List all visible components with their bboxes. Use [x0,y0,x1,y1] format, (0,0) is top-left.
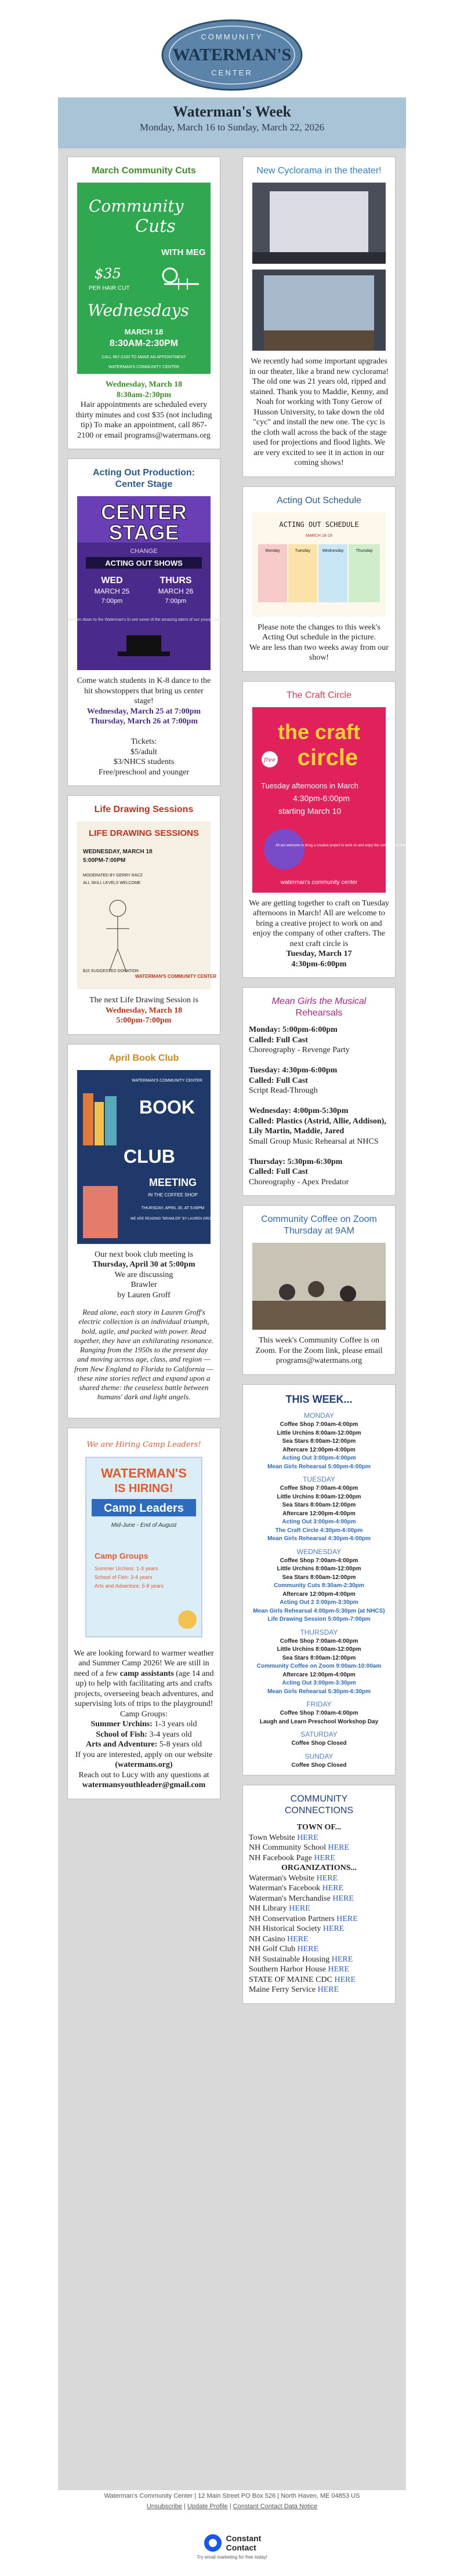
svg-text:IN THE COFFEE SHOP: IN THE COFFEE SHOP [148,1192,198,1198]
connection-row [249,1894,389,1904]
cyclorama-card [242,157,396,477]
connection-label: Waterman's Merchandise [249,1894,333,1903]
mean-tue: Tuesday: 4:30pm-6:00pm [249,1066,338,1075]
svg-text:8:30AM-2:30PM: 8:30AM-2:30PM [109,339,179,348]
svg-text:WITH MEG: WITH MEG [161,248,206,257]
week-item: Mean Girls Rehearsal 4:30pm-6:00pm [267,1536,371,1542]
camp-card [67,1428,220,1799]
yarn-ball-icon [264,829,304,869]
life-drawing-card [67,795,220,1035]
connection-label: NH Library [249,1904,289,1913]
week-item: Life Drawing Session 5:00pm-7:00pm [267,1616,371,1622]
here-link[interactable]: HERE [334,1975,356,1984]
week-item: Acting Out 2 3:00pm-3:30pm [280,1599,358,1606]
constant-contact-icon [203,2533,223,2553]
here-link[interactable]: HERE [328,1843,350,1852]
acting-title1: Acting Out Production: [93,468,195,478]
group1-name: Summer Urchins: [90,1720,153,1729]
week-item: Aftercare 12:00pm-4:00pm [282,1510,356,1517]
mean-title1: Mean Girls the Musical [271,996,367,1006]
svg-text:4:30pm-6:00pm: 4:30pm-6:00pm [293,793,350,803]
svg-text:CLUB: CLUB [124,1145,175,1167]
week-dates: Monday, March 16 to Sunday, March 22, 2026 [140,122,324,133]
free-badge: free [263,756,276,763]
connection-label: NH Facebook Page [249,1853,314,1862]
svg-text:Community: Community [89,197,184,216]
mean-thu: Thursday: 5:30pm-6:30pm [249,1157,343,1166]
acting-schedule-card [242,486,396,672]
svg-text:CENTER: CENTER [100,500,187,524]
week-day-heading: FRIDAY [306,1700,332,1708]
group1-age: 1-3 years old [154,1720,197,1729]
drawing-time: 5:00pm-7:00pm [116,1016,172,1025]
svg-text:WATERMAN'S COMMUNITY CENTER: WATERMAN'S COMMUNITY CENTER [135,974,217,979]
connection-label: NH Sustainable Housing [249,1955,332,1964]
craft-title: The Craft Circle [286,690,352,700]
connection-row [249,1955,389,1965]
header-banner [58,97,406,150]
ticket-adult: $5/adult [130,747,157,756]
svg-text:WATERMAN'S COMMUNITY CENTER: WATERMAN'S COMMUNITY CENTER [108,365,179,369]
connection-label: NH Historical Society [249,1924,323,1933]
cuts-body: Hair appointments are scheduled every thirty minutes and cost $35 (not including tip) To make an appointment, call 867-2100 or email programs@watermans.org [75,401,212,440]
week-item: Little Urchins 8:00am-12:00pm [277,1429,361,1436]
book-name: Brawler [130,1280,157,1289]
drawing-body: The next Life Drawing Session is [89,996,198,1005]
svg-text:All are welcome to bring a cre: All are welcome to bring a creative project to work on and enjoy the company of other crafters. [276,843,420,847]
connection-row [249,1843,389,1853]
footer-address: Waterman's Community Center | 12 Main Street PO Box 526 | North Haven, ME 04853 US [104,2493,360,2499]
mean-mon-desc: Choreography - Revenge Party [249,1046,350,1054]
camp-assistants: camp assistants [119,1669,174,1678]
cc-word2: Contact [226,2543,256,2552]
mean-thu-desc: Choreography - Apex Predator [249,1177,349,1187]
life-drawing-poster[interactable] [77,821,217,989]
group3-age: 5-8 years old [159,1740,202,1749]
connection-row [249,1873,389,1884]
center-stage-poster[interactable] [64,496,223,670]
craft-time: 4:30pm-6:00pm [291,959,347,969]
book-body2: We are discussing [114,1270,173,1279]
mean-title2: Rehearsals [295,1008,343,1018]
here-link[interactable]: HERE [297,1945,319,1953]
week-day-heading: SUNDAY [304,1752,334,1760]
svg-text:Thursday: Thursday [356,548,373,553]
page-title: Waterman's Week [173,103,291,120]
here-link[interactable]: HERE [317,1985,339,1994]
here-link[interactable]: HERE [328,1965,350,1974]
connection-row [249,1934,389,1945]
ticket-students: $3/NHCS students [113,758,175,766]
conn-town-heading: TOWN OF... [296,1823,342,1832]
here-link[interactable]: HERE [297,1833,318,1842]
book-club-card [67,1044,220,1418]
svg-text:$35: $35 [95,265,121,282]
drawing-date: Wednesday, March 18 [105,1006,183,1015]
mean-tue-desc: Script Read-Through [249,1086,318,1095]
connection-row [249,1904,389,1914]
svg-text:WEDNESDAY, MARCH 18: WEDNESDAY, MARCH 18 [83,849,153,855]
camp-email-link[interactable]: watermansyouthleader@gmail.com [82,1781,206,1789]
svg-text:PER HAIR CUT: PER HAIR CUT [89,285,130,292]
svg-text:BOOK: BOOK [139,1096,195,1118]
mean-thu-called: Called: Full Cast [249,1167,308,1176]
week-item: Sea Stars 8:00am-12:00pm [282,1654,356,1661]
here-link[interactable]: HERE [314,1853,335,1862]
schedule-poster[interactable] [252,512,386,617]
week-day-heading: SATURDAY [300,1730,338,1738]
svg-text:WATERMAN'S COMMUNITY CENTER: WATERMAN'S COMMUNITY CENTER [132,1078,202,1083]
svg-text:Camp Groups: Camp Groups [95,1551,148,1560]
svg-text:IS HIRING!: IS HIRING! [114,1482,173,1495]
week-item: Acting Out 3:00pm-3:30pm [282,1680,356,1686]
connection-label: Maine Ferry Service [249,1985,318,1994]
svg-text:LIFE DRAWING SESSIONS: LIFE DRAWING SESSIONS [88,828,200,838]
week-day-heading: THURSDAY [300,1628,338,1636]
mean-girls-card [242,987,396,1196]
cuts-time: 8:30am-2:30pm [116,390,172,399]
craft-circle-card [242,681,420,978]
community-coffee-card [242,1205,396,1375]
svg-text:STAGE: STAGE [108,521,179,544]
book-date: Thursday, April 30 at 5:00pm [92,1260,195,1269]
theater-photo-1[interactable] [252,183,386,264]
svg-text:Camp Leaders: Camp Leaders [104,1501,184,1515]
svg-text:ACTING OUT SCHEDULE: ACTING OUT SCHEDULE [279,520,359,529]
connection-row [249,1944,389,1955]
svg-text:THURSDAY, APRIL 30, AT 5:00PM: THURSDAY, APRIL 30, AT 5:00PM [141,1206,205,1210]
book-club-poster[interactable] [77,1070,215,1244]
connection-label: STATE OF MAINE CDC [249,1975,335,1984]
camp-body2: (age 14 and up) to help with facilitating arts and crafts projects, overseeing beach adventures, and supervising lots of trips to the playground! [74,1669,214,1708]
svg-text:$10 SUGGESTED DONATION: $10 SUGGESTED DONATION [83,969,139,973]
schedule-body2: We are less than two weeks away from our show! [249,643,389,662]
svg-text:7:00pm: 7:00pm [165,598,187,605]
ticket-preschool: Free/preschool and younger [98,767,190,777]
week-item: Laugh and Learn Preschool Workshop Day [259,1718,379,1725]
book-author: by Lauren Groff [117,1290,171,1300]
svg-text:Monday: Monday [265,548,280,553]
svg-text:starting March 10: starting March 10 [278,806,342,816]
coffee-title2: Thursday at 9AM [284,1226,354,1236]
week-item: Sea Stars 8:00am-12:00pm [282,1574,356,1581]
mean-mon-called: Called: Full Cast [249,1035,308,1045]
week-item: Little Urchins 8:00am-12:00pm [277,1646,361,1653]
svg-text:CALL 867-2100 TO MAKE AN APPOI: CALL 867-2100 TO MAKE AN APPOINTMENT [102,355,186,359]
svg-text:We are Hiring Camp Leaders!: We are Hiring Camp Leaders! [86,1440,201,1449]
svg-text:MODERATED BY GERRY RACZ: MODERATED BY GERRY RACZ [83,874,143,878]
svg-text:CHANGE: CHANGE [130,548,158,555]
cuts-poster[interactable] [77,183,211,374]
svg-text:MARCH 16-19: MARCH 16-19 [306,533,332,538]
week-item: Little Urchins 8:00am-12:00pm [277,1493,361,1500]
mean-mon: Monday: 5:00pm-6:00pm [249,1025,338,1034]
svg-text:Come on down to the Waterman's: Come on down to the Waterman's to see some of the amazing talent of our young stars! [64,618,223,622]
cyc-title: New Cyclorama in the theater! [256,166,382,176]
connection-row [249,1985,389,1995]
week-item: Aftercare 12:00pm-4:00pm [282,1591,356,1598]
update-profile-link[interactable]: Update Profile [187,2503,228,2510]
cuts-date: Wednesday, March 18 [105,380,183,389]
connection-label: Southern Harbor House [249,1965,328,1974]
acting-d2: Thursday, March 26 at 7:00pm [89,717,198,726]
week-item: Mean Girls Rehearsal 5:30pm-6:30pm [267,1688,371,1695]
craft-date: Tuesday, March 17 [286,949,352,958]
footer: Waterman's Community Center | 12 Main Street PO Box 526 | North Haven, ME 04853 US Unsubscribe | Update Profile | Constant Contact Data Notice [58,2493,406,2510]
week-item: Coffee Shop 7:00am-4:00pm [280,1485,358,1491]
connection-row [249,1914,389,1924]
acting-out-card [64,459,223,786]
week-item: Little Urchins 8:00am-12:00pm [277,1566,361,1572]
beach-ball-icon [178,1610,197,1629]
mean-wed-desc: Small Group Music Rehearsal at NHCS [249,1137,379,1146]
week-item: Acting Out 3:00pm-4:00pm [282,1519,356,1525]
logo-main: WATERMAN'S [172,45,292,64]
connection-row [249,1975,389,1985]
week-item: Mean Girls Rehearsal 5:00pm-6:00pm [267,1463,371,1470]
camp-body4: Reach out to Lucy with any questions at [78,1770,209,1780]
here-link[interactable]: HERE [316,1873,338,1883]
cc-tagline: Try email marketing for free today! [197,2555,267,2560]
week-item: Aftercare 12:00pm-4:00pm [282,1446,356,1453]
svg-text:THURS: THURS [160,576,192,585]
svg-text:MARCH 26: MARCH 26 [158,587,194,595]
week-item: Acting Out 3:00pm-4:00pm [282,1455,356,1461]
svg-text:the craft: the craft [277,719,361,744]
connection-label: Town Website [249,1833,298,1842]
week-item: Aftercare 12:00pm-4:00pm [282,1671,356,1678]
week-item: Coffee Shop 7:00am-4:00pm [280,1638,358,1644]
week-day-heading: MONDAY [304,1411,334,1420]
schedule-body1: Please note the changes to this week's Acting Out schedule in the picture. [258,623,380,642]
here-link[interactable]: HERE [322,1924,345,1933]
left-column [64,157,223,1809]
acting-title2: Center Stage [115,479,173,489]
here-link[interactable]: HERE [332,1894,354,1903]
drawing-title: Life Drawing Sessions [94,805,194,814]
cc-word1: Constant [226,2534,262,2543]
camp-site-link[interactable]: (watermans.org) [115,1760,173,1769]
connection-row [249,1833,389,1843]
acting-body1: Come watch students in K-8 dance to the hit showstoppers that bring us center stage! [77,676,211,705]
svg-text:WED: WED [101,576,123,585]
connection-row [249,1853,389,1864]
here-link[interactable]: HERE [287,1934,309,1944]
connection-row [249,1964,389,1975]
constant-contact-badge[interactable] [191,2533,273,2560]
unsubscribe-link[interactable]: Unsubscribe [146,2503,182,2510]
mean-tue-called: Called: Full Cast [249,1076,308,1085]
connection-label: NH Casino [249,1934,288,1944]
svg-text:waterman's community center: waterman's community center [280,879,358,886]
book-title: April Book Club [108,1053,179,1063]
coffee-title1: Community Coffee on Zoom [261,1214,377,1224]
camp-body1: We are looking forward to warmer weather and Summer Camp 2026! We are still in need of a few [74,1649,214,1678]
connection-label: NH Golf Club [249,1945,298,1953]
svg-text:WE ARE READING "BRAWLER" BY LA: WE ARE READING "BRAWLER" BY LAUREN GROFF [130,1217,215,1221]
week-item: Coffee Shop Closed [291,1740,347,1747]
svg-text:Tuesday: Tuesday [295,548,311,553]
right-column [242,157,420,2013]
theater-photo-2[interactable] [252,270,386,351]
conn-title1: COMMUNITY [290,1794,348,1804]
group3-name: Arts and Adventure: [85,1740,158,1749]
week-day-heading: TUESDAY [303,1475,335,1483]
camp-poster[interactable] [77,1434,211,1643]
mean-wed: Wednesday: 4:00pm-5:30pm [249,1107,349,1115]
book-body1: Our next book club meeting is [95,1250,193,1259]
week-item: Coffee Shop 7:00am-4:00pm [280,1421,358,1428]
here-link[interactable]: HERE [336,1914,358,1923]
connection-label: NH Community School [249,1843,328,1852]
svg-text:circle: circle [297,744,358,770]
svg-text:7:00pm: 7:00pm [101,598,123,605]
group2-name: School of Fish: [96,1730,148,1739]
camp-body3: If you are interested, apply on our website [75,1750,213,1759]
this-week-card [242,1384,396,1776]
conn-title2: CONNECTIONS [284,1806,354,1815]
schedule-title: Acting Out Schedule [277,495,361,505]
week-item: The Craft Circle 4:30pm-6:00pm [275,1527,363,1534]
connection-row [249,1883,389,1894]
group2-age: 3-4 years old [149,1730,192,1739]
week-item: Community Coffee on Zoom 9:00am-10:00am [256,1663,382,1669]
week-item: Mean Girls Rehearsal 4:00pm-5:30pm (at NHCS) [253,1607,385,1614]
here-link[interactable]: HERE [322,1884,344,1893]
week-item: Sea Stars 8:00am-12:00pm [282,1502,356,1508]
svg-text:School of Fish: 3-4 years: School of Fish: 3-4 years [95,1574,153,1580]
community-cuts-card [67,157,220,449]
waterman-logo[interactable] [160,17,304,93]
logo-top: COMMUNITY [201,32,263,41]
coffee-photo[interactable] [252,1243,386,1330]
svg-text:5:00PM-7:00PM: 5:00PM-7:00PM [83,857,126,864]
week-title: THIS WEEK... [285,1393,353,1405]
svg-text:Tuesday afternoons in March: Tuesday afternoons in March [261,781,358,790]
svg-text:ALL SKILL LEVELS WELCOME: ALL SKILL LEVELS WELCOME [83,881,141,885]
svg-text:Wednesday: Wednesday [322,548,344,553]
craft-body: We are getting together to craft on Tuesday afternoons in March! All are welcome to bring a creative project to work on and enjoy the company of other crafters. The next craft circle is [249,898,389,948]
week-item: Community Cuts 8:30am-2:30pm [274,1582,364,1589]
acting-tickets: Tickets: [130,737,157,746]
community-connections-card [242,1785,396,2004]
svg-text:Summer Urchins: 1-3 years: Summer Urchins: 1-3 years [95,1565,158,1571]
svg-text:WATERMAN'S: WATERMAN'S [101,1465,187,1480]
connection-label: Waterman's Website [249,1873,317,1883]
logo-bottom: CENTER [211,68,253,77]
week-schedule [249,1411,389,1769]
svg-text:MARCH 18: MARCH 18 [124,328,164,336]
week-item: Sea Stars 8:00am-12:00pm [282,1438,356,1445]
svg-text:Wednesdays: Wednesdays [88,301,189,320]
week-day-heading: WEDNESDAY [296,1547,342,1556]
week-item: Coffee Shop 7:00am-4:00pm [280,1557,358,1564]
data-notice-link[interactable]: Constant Contact Data Notice [233,2503,318,2510]
craft-circle-poster[interactable] [252,707,420,893]
svg-text:MARCH 25: MARCH 25 [94,587,130,595]
svg-text:Cuts: Cuts [135,216,176,237]
org-links [249,1873,389,1995]
svg-text:ACTING OUT SHOWS: ACTING OUT SHOWS [105,559,183,567]
town-links [249,1833,389,1864]
acting-d1: Wednesday, March 25 at 7:00pm [86,707,201,716]
cyc-body: We recently had some important upgrades in our theater, like a brand new cyclorama! The old one was 21 years old, ripped and stained. Thank you to Maddie, Kenny, and Noah for working with Tony Gerow of Husson University, to take down the old "cyc" and install the new one. The cyc is the cloth wall across the back of the stage used for projections and flood lights. We are very excited to see it in action in our coming shows! [249,357,389,467]
here-link[interactable]: HERE [289,1904,310,1913]
week-item: Coffee Shop 7:00am-4:00pm [280,1710,358,1716]
connection-label: NH Conservation Partners [249,1914,337,1923]
book-desc: Read alone, each story in Lauren Groff's electric collection is an individual triumph, bold, agile, and packed with power. Read together, they have an exhilarating resonance. Ranging from the 1950s to the present day and moving across age, class, and region — from New England to Florida to California — these nine stories reflect and expand upon a shared theme: the ceaseless battle between humans' dark and light angels. [74,1308,214,1402]
camp-groups: Camp Groups: [119,1709,168,1719]
here-link[interactable]: HERE [331,1955,353,1964]
svg-text:Mid-June - End of August: Mid-June - End of August [111,1522,177,1529]
coffee-body: This week's Community Coffee is on Zoom. For the Zoom link, please email programs@watermans.org [255,1336,383,1365]
svg-text:MEETING: MEETING [148,1176,197,1188]
mean-wed-called: Called: Plastics (Astrid, Allie, Addison), Lily Martin, Maddie, Jared [249,1116,386,1136]
svg-text:Arts and Adventure: 5-8 years: Arts and Adventure: 5-8 years [95,1582,164,1589]
week-item: Coffee Shop Closed [291,1762,347,1769]
connection-row [249,1924,389,1934]
connection-label: Waterman's Facebook [249,1884,322,1893]
cuts-title: March Community Cuts [92,166,196,176]
conn-orgs-heading: ORGANIZATIONS... [281,1864,357,1872]
